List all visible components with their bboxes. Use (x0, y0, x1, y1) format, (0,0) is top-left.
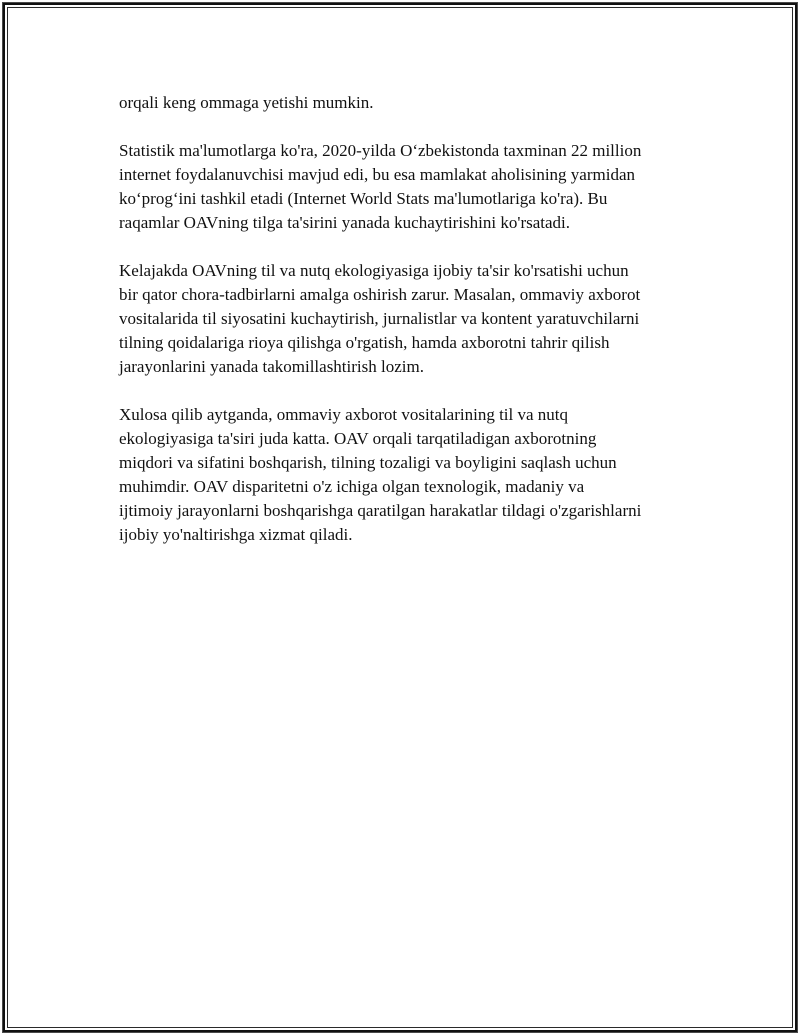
document-page (2, 2, 798, 1033)
paragraph-future-measures: Kelajakda OAVning til va nutq ekologiyasiga ijobiy ta'sir ko'rsatishi uchun bir qator chora-tadbirlarni amalga oshirish zarur. Masalan, ommaviy axborot vositalarida til siyosatini kuchaytirish, jurnalistlar va kontent yaratuvchilarni tilning qoidalariga rioya qilishga o'rgatish, hamda axborotni tahrir qilish jarayonlarini yanada takomillashtirish lozim. (119, 261, 641, 376)
paragraph-statistics: Statistik ma'lumotlarga ko'ra, 2020-yilda O‘zbekistonda taxminan 22 million internet foydalanuvchisi mavjud edi, bu esa mamlakat aholisining yarmidan ko‘prog‘ini tashkil etadi (Internet World Stats ma'lumotlariga ko'ra). Bu raqamlar OAVning tilga ta'sirini yanada kuchaytirishini ko'rsatadi. (119, 141, 642, 232)
paragraph-conclusion: Xulosa qilib aytganda, ommaviy axborot vositalarining til va nutq ekologiyasiga ta'siri juda katta. OAV orqali tarqatiladigan axborotning miqdori va sifatini boshqarish, tilning tozaligi va boyligini saqlash uchun muhimdir. OAV disparitetni o'z ichiga olgan texnologik, madaniy va ijtimoiy jarayonlarni boshqarishga qaratilgan harakatlar tildagi o'zgarishlarni ijobiy yo'naltirishga xizmat qiladi. (119, 405, 642, 544)
paragraph-continuation: orqali keng ommaga yetishi mumkin. (119, 93, 374, 112)
document-body (119, 91, 709, 571)
